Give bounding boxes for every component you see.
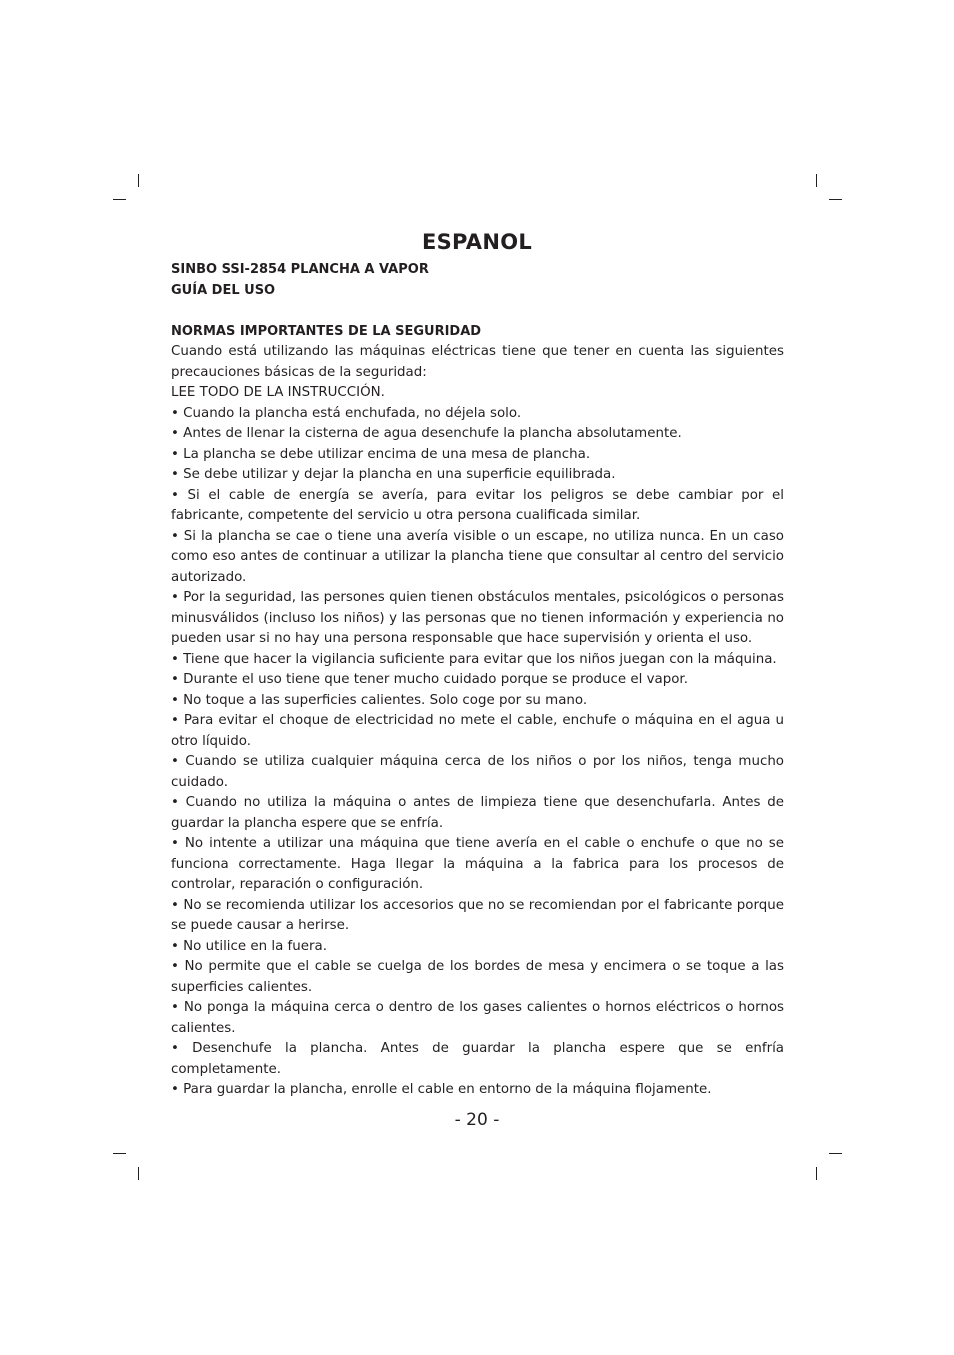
crop-mark-top-left-vertical xyxy=(138,174,139,187)
crop-mark-bottom-left-horizontal xyxy=(113,1153,126,1154)
bullet-item: • No ponga la máquina cerca o dentro de los gases calientes o hornos eléctricos o hornos calientes. xyxy=(171,1000,784,1036)
page-number: - 20 - xyxy=(454,1110,500,1130)
bullet-item: • No toque a las superficies calientes. Solo coge por su mano. xyxy=(171,692,588,708)
crop-mark-bottom-left-vertical xyxy=(138,1167,139,1180)
read-all-line: LEE TODO DE LA INSTRUCCIÓN. xyxy=(171,385,385,400)
guide-line: GUÍA DEL USO xyxy=(171,283,276,298)
bullet-item: • Antes de llenar la cisterna de agua desenchufe la plancha absolutamente. xyxy=(171,426,682,441)
crop-mark-top-left-horizontal xyxy=(113,199,126,200)
bullet-item: • Para evitar el choque de electricidad no mete el cable, enchufe o máquina en el agua u otro líquido. xyxy=(171,713,784,749)
crop-mark-top-right-horizontal xyxy=(829,199,842,200)
crop-mark-bottom-right-vertical xyxy=(816,1167,817,1180)
bullet-item: • No permite que el cable se cuelga de los bordes de mesa y encimera o se toque a las superficies calientes. xyxy=(171,959,784,995)
crop-mark-top-right-vertical xyxy=(816,174,817,187)
bullet-item: • No utilice en la fuera. xyxy=(171,938,327,954)
bullet-item: • No se recomienda utilizar los accesorios que no se recomiendan por el fabricante porque se puede causar a herirse. xyxy=(171,897,784,933)
bullet-item: • Cuando no utiliza la máquina o antes de limpieza tiene que desenchufarla. Antes de guardar la plancha espere que se enfría. xyxy=(171,795,784,831)
bullet-item: • La plancha se debe utilizar encima de una mesa de plancha. xyxy=(171,446,591,462)
bullet-item: • Tiene que hacer la vigilancia suficiente para evitar que los niños juegan con la máquina. xyxy=(171,651,777,667)
bullet-item: • Desenchufe la plancha. Antes de guardar la plancha espere que se enfría completamente. xyxy=(171,1041,784,1077)
bullet-item: • Cuando la plancha está enchufada, no déjela solo. xyxy=(171,405,522,421)
section-heading: NORMAS IMPORTANTES DE LA SEGURIDAD xyxy=(171,324,482,339)
page-title: ESPANOL xyxy=(421,230,533,254)
bullet-item: • Si el cable de energía se avería, para evitar los peligros se debe cambiar por el fabricante, competente del servicio u otra persona cualificada similar. xyxy=(171,487,784,523)
bullet-item: • Si la plancha se cae o tiene una avería visible o un escape, no utiliza nunca. En un caso como eso antes de continuar a utilizar la plancha tiene que consultar al centro del servicio autorizado. xyxy=(171,528,784,585)
product-line: SINBO SSI-2854 PLANCHA A VAPOR xyxy=(171,262,429,277)
intro-paragraph: Cuando está utilizando las máquinas eléctricas tiene que tener en cuenta las siguientes precauciones básicas de la seguridad: xyxy=(171,344,784,380)
bullet-item: • No intente a utilizar una máquina que tiene avería en el cable o enchufe o que no se funciona correctamente. Haga llegar la máquina a la fabrica para los procesos de controlar, reparación o configuración. xyxy=(171,836,784,892)
crop-mark-bottom-right-horizontal xyxy=(829,1153,842,1154)
safety-text xyxy=(171,342,784,1101)
bullet-item: • Cuando se utiliza cualquier máquina cerca de los niños o por los niños, tenga mucho cuidado. xyxy=(171,754,784,790)
bullet-item: • Durante el uso tiene que tener mucho cuidado porque se produce el vapor. xyxy=(171,672,688,687)
bullet-item: • Para guardar la plancha, enrolle el cable en entorno de la máquina flojamente. xyxy=(171,1082,712,1097)
bullet-item: • Por la seguridad, las persones quien tienen obstáculos mentales, psicológicos o personas minusválidos (incluso los niños) y las personas que no tienen información y experiencia no pueden usar si no hay una persona responsable que hace supervisión y orienta el uso. xyxy=(171,590,784,646)
bullet-item: • Se debe utilizar y dejar la plancha en una superficie equilibrada. xyxy=(171,467,616,482)
